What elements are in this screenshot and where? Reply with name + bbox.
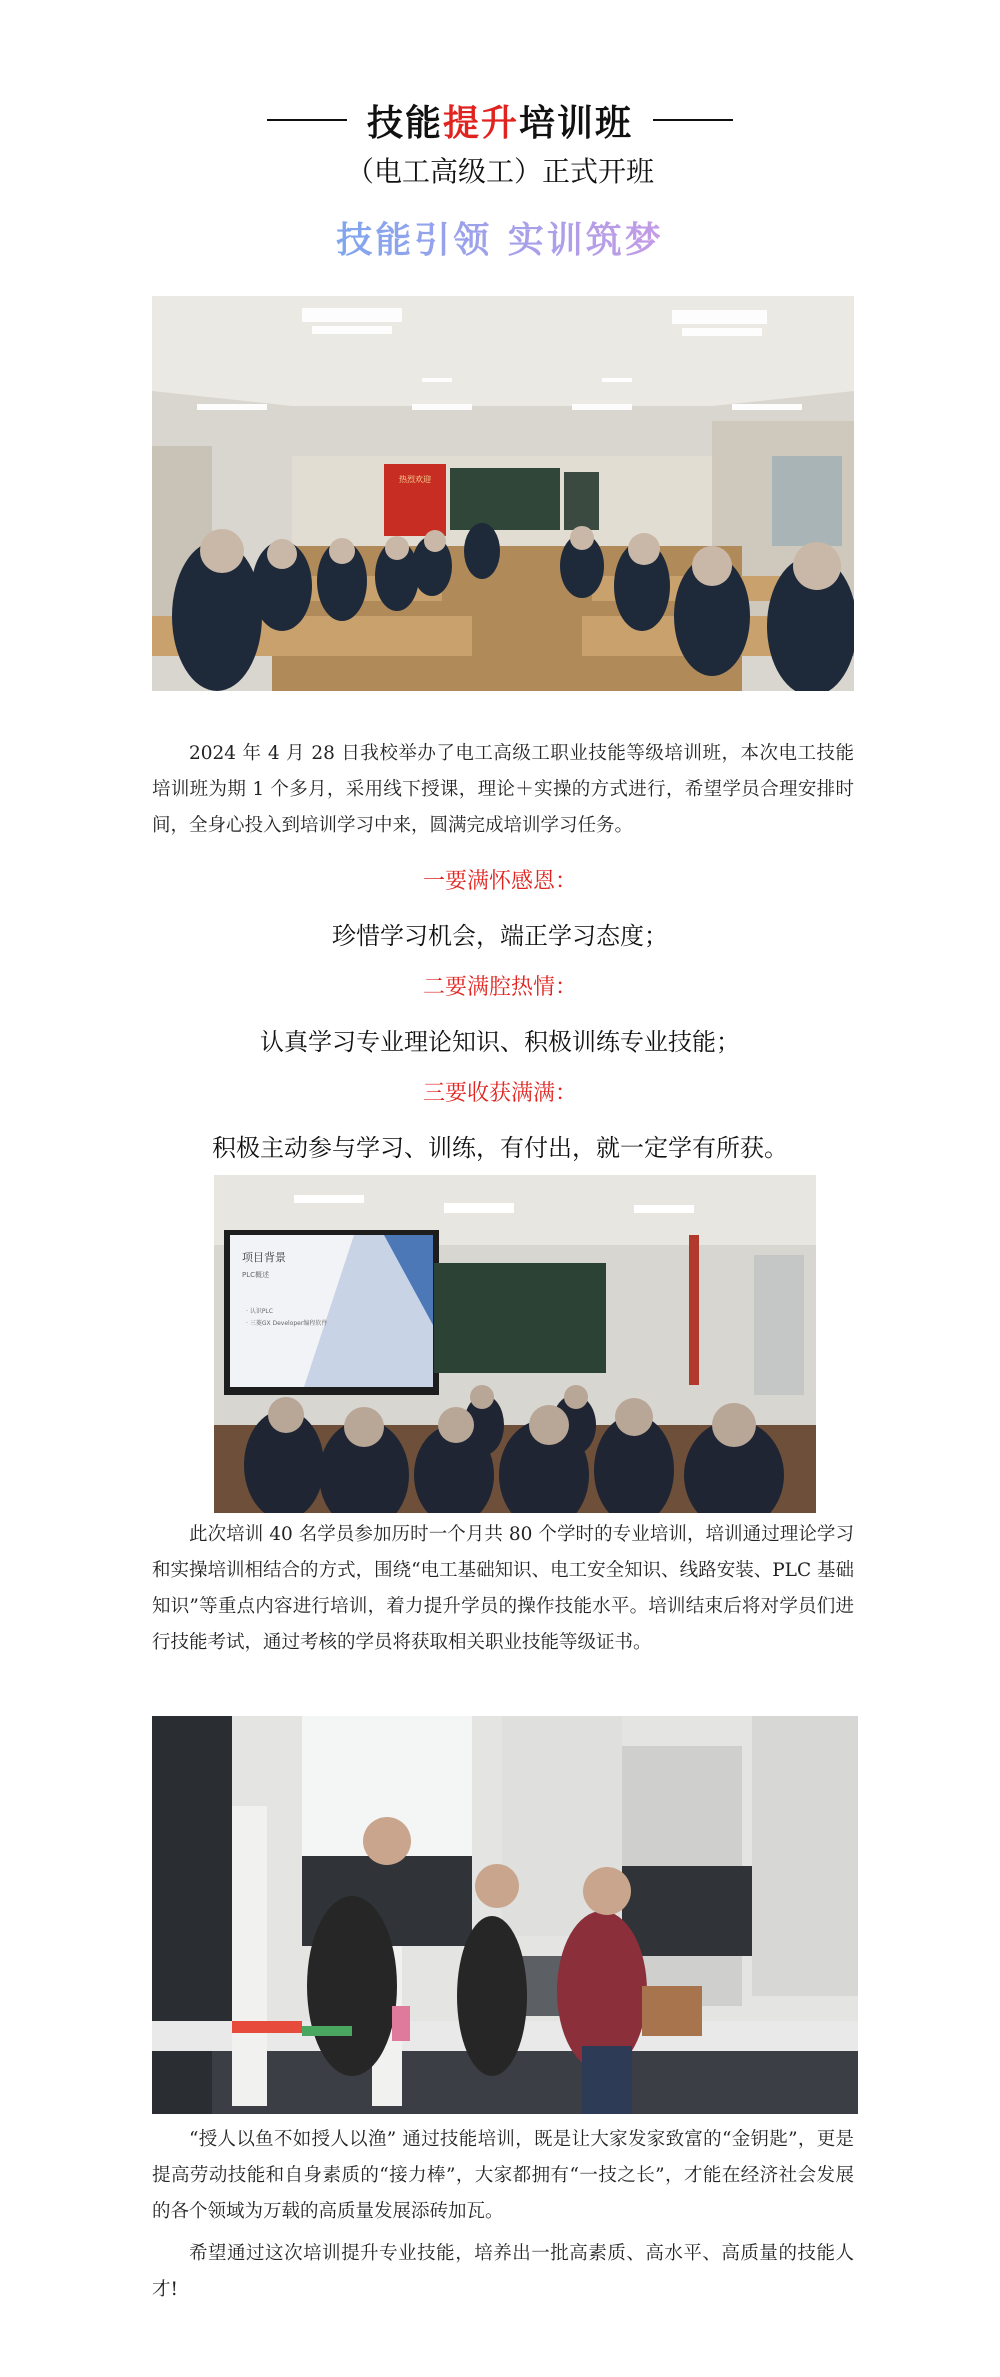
lecture-photo <box>214 1175 816 1513</box>
title-right-rule <box>653 119 733 121</box>
requirement-heading-1: 一要满怀感恩： <box>422 869 577 894</box>
requirement-text-2: 认真学习专业理论知识、积极训练专业技能； <box>260 1028 740 1056</box>
slide-title: 项目背景 <box>242 1251 286 1264</box>
classroom-photo <box>152 296 854 691</box>
slide-item-1: · 认识PLC <box>246 1308 273 1315</box>
title-left-rule <box>267 119 347 121</box>
slide-item-2: · 三菱GX Developer编程软件 <box>246 1320 328 1327</box>
hope-paragraph: 希望通过这次培训提升专业技能，培养出一批高素质、高水平、高质量的技能人才! <box>152 2243 854 2300</box>
slogan: 技能引领 实训筑梦 <box>0 212 1000 263</box>
page-title: 技能提升培训班 <box>366 102 634 144</box>
requirement-heading-3: 三要收获满满： <box>422 1081 577 1106</box>
title-highlight: 提升 <box>442 102 519 144</box>
requirement-heading-2: 二要满腔热情： <box>422 975 577 1000</box>
practice-photo <box>152 1716 858 2114</box>
page-subtitle: （电工高级工）正式开班 <box>345 155 654 188</box>
requirement-text-1: 珍惜学习机会，端正学习态度； <box>332 922 668 950</box>
page-title-row <box>0 95 1000 145</box>
requirement-text-3: 积极主动参与学习、训练，有付出，就一定学有所获。 <box>212 1134 788 1162</box>
welcome-banner-text: 热烈欢迎 <box>399 475 431 484</box>
closing-paragraph: “授人以鱼不如授人以渔” 通过技能培训，既是让大家发家致富的“金钥匙”，更是提高劳动技能和自身素质的“接力棒”，大家都拥有“一技之长”，才能在经济社会发展的各个领域为万载的高质量发展添砖加瓦。 <box>152 2129 854 2222</box>
training-paragraph: 此次培训 40 名学员参加历时一个月共 80 个学时的专业培训，培训通过理论学习和实操培训相结合的方式，围绕“电工基础知识、电工安全知识、线路安装、PLC 基础知识”等重点内容进行培训，着力提升学员的操作技能水平。培训结束后将对学员们进行技能考试，通过考核的学员将获取相关职业技能等级证书。 <box>152 1524 854 1653</box>
slide-subtitle: PLC概述 <box>242 1271 270 1279</box>
intro-paragraph: 2024 年 4 月 28 日我校举办了电工高级工职业技能等级培训班，本次电工技能培训班为期 1 个多月，采用线下授课，理论＋实操的方式进行，希望学员合理安排时间，全身心投入到培训学习中来，圆满完成培训学习任务。 <box>152 743 854 836</box>
